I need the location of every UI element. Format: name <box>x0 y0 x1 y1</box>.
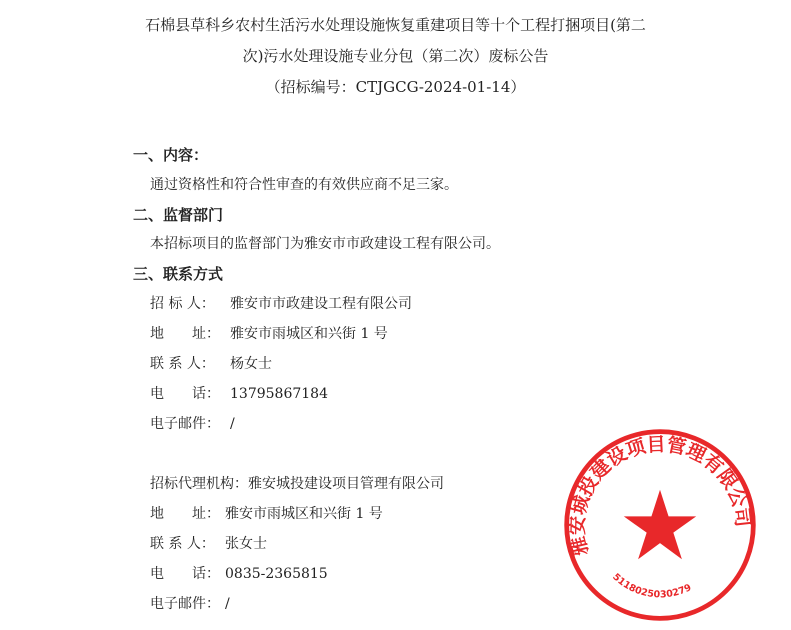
agent-row: 招标代理机构：雅安城投建设项目管理有限公司 <box>150 476 444 492</box>
section-body: 本招标项目的监督部门为雅安市市政建设工程有限公司。 <box>150 236 500 252</box>
agent-row: 电子邮件： / <box>150 596 230 612</box>
agent-row: 联 系 人： 张女士 <box>150 536 267 552</box>
contact-row: 招 标 人： 雅安市市政建设工程有限公司 <box>150 296 412 312</box>
star-icon <box>624 490 696 560</box>
agent-row: 电 话： 0835-2365815 <box>150 566 328 582</box>
seal-number: 5118025030279 <box>610 571 694 601</box>
tender-number: （招标编号：CTJGCG-2024-01-14） <box>265 78 526 96</box>
contact-row: 地 址： 雅安市雨城区和兴街 1 号 <box>150 326 388 342</box>
company-seal <box>560 425 760 625</box>
section-heading: 三、联系方式 <box>133 265 224 283</box>
contact-row: 电子邮件： / <box>150 416 235 432</box>
title-line-1: 石棉县草科乡农村生活污水处理设施恢复重建项目等十个工程打捆项目(第二 <box>145 16 646 34</box>
section-body: 通过资格性和符合性审查的有效供应商不足三家。 <box>150 177 458 193</box>
section-heading: 一、内容： <box>133 146 209 164</box>
seal-text: 雅安城投建设项目管理有限公司 <box>566 433 754 558</box>
title-line-2: 次)污水处理设施专业分包（第二次）废标公告 <box>242 47 549 65</box>
agent-row: 地 址： 雅安市雨城区和兴街 1 号 <box>150 506 383 522</box>
contact-row: 联 系 人： 杨女士 <box>150 356 272 372</box>
contact-row: 电 话： 13795867184 <box>150 386 328 402</box>
section-heading: 二、监督部门 <box>133 206 224 224</box>
svg-text:5118025030279 <box>610 572 693 601</box>
